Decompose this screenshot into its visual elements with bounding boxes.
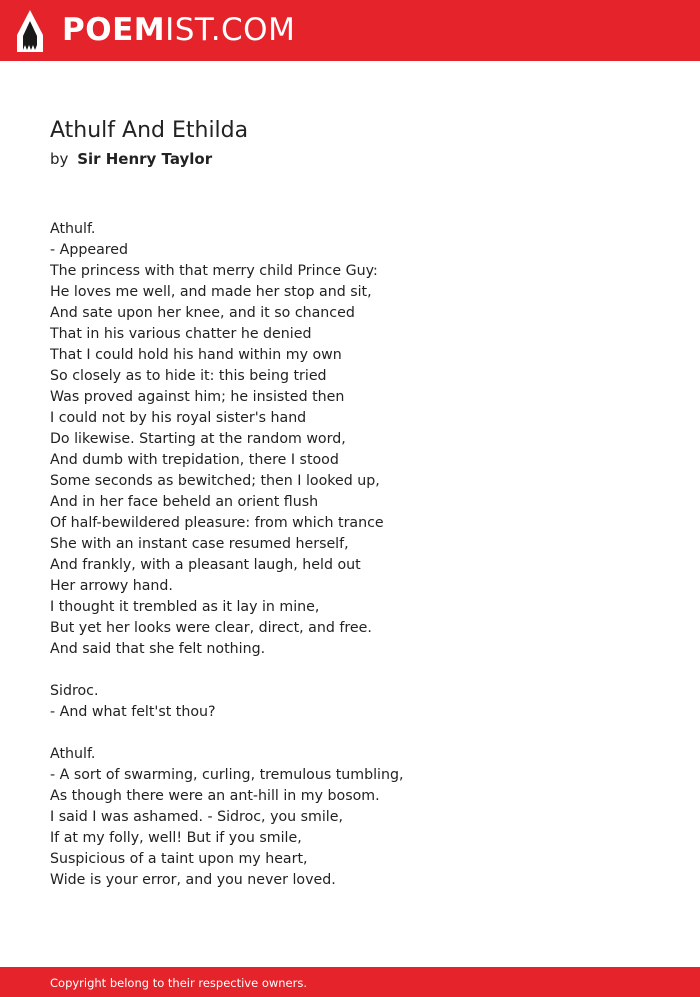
poem-line: Sidroc. <box>50 683 99 699</box>
poem-line: Was proved against him; he insisted then <box>50 389 345 405</box>
poem-line: Her arrowy hand. <box>50 578 173 594</box>
poem-line: And dumb with trepidation, there I stood <box>50 452 339 468</box>
logo-text-bold: POEM <box>62 12 166 48</box>
poem-title: Athulf And Ethilda <box>50 118 249 143</box>
poem-line: Of half-bewildered pleasure: from which trance <box>50 515 384 531</box>
poem-line: If at my folly, well! But if you smile, <box>50 830 302 846</box>
byline <box>50 148 212 170</box>
poem-line: He loves me well, and made her stop and sit, <box>50 284 372 300</box>
poem-line: The princess with that merry child Prince Guy: <box>50 263 378 279</box>
poem-line: - A sort of swarming, curling, tremulous tumbling, <box>50 767 404 783</box>
poem-line: I could not by his royal sister's hand <box>50 410 307 426</box>
pen-nib-icon <box>16 9 44 53</box>
poem-line: Suspicious of a taint upon my heart, <box>50 851 308 867</box>
poem-line: So closely as to hide it: this being tried <box>50 368 327 384</box>
poem-line: - And what felt'st thou? <box>50 704 216 720</box>
poem-line: I thought it trembled as it lay in mine, <box>50 599 320 615</box>
poem-line: She with an instant case resumed herself, <box>50 536 349 552</box>
poem-line: - Appeared <box>50 242 129 258</box>
poem-line: Wide is your error, and you never loved. <box>50 872 336 888</box>
poem-line: And in her face beheld an orient flush <box>50 494 319 510</box>
poem-line: As though there were an ant-hill in my bosom. <box>50 788 380 804</box>
copyright-text: Copyright belong to their respective owners. <box>50 976 308 990</box>
poem-line: That in his various chatter he denied <box>50 326 312 342</box>
poem-line: Some seconds as bewitched; then I looked up, <box>50 473 380 489</box>
author-name: Sir Henry Taylor <box>77 150 213 168</box>
site-footer <box>0 967 700 997</box>
poem-line: And frankly, with a pleasant laugh, held out <box>50 557 361 573</box>
stanza-break <box>50 660 650 681</box>
logo-text-light: IST.COM <box>165 12 296 48</box>
poem-line: Athulf. <box>50 746 96 762</box>
site-logo[interactable] <box>62 12 295 48</box>
poem-line: And said that she felt nothing. <box>50 641 266 657</box>
poem-line: And sate upon her knee, and it so chanced <box>50 305 355 321</box>
poem-body <box>50 219 650 891</box>
site-header <box>0 0 700 61</box>
poem-line: But yet her looks were clear, direct, and free. <box>50 620 372 636</box>
stanza-break <box>50 723 650 744</box>
poem-line: I said I was ashamed. - Sidroc, you smile, <box>50 809 343 825</box>
poem-line: Athulf. <box>50 221 96 237</box>
poem-line: Do likewise. Starting at the random word, <box>50 431 346 447</box>
by-label: by <box>50 150 69 168</box>
poem-line: That I could hold his hand within my own <box>50 347 342 363</box>
